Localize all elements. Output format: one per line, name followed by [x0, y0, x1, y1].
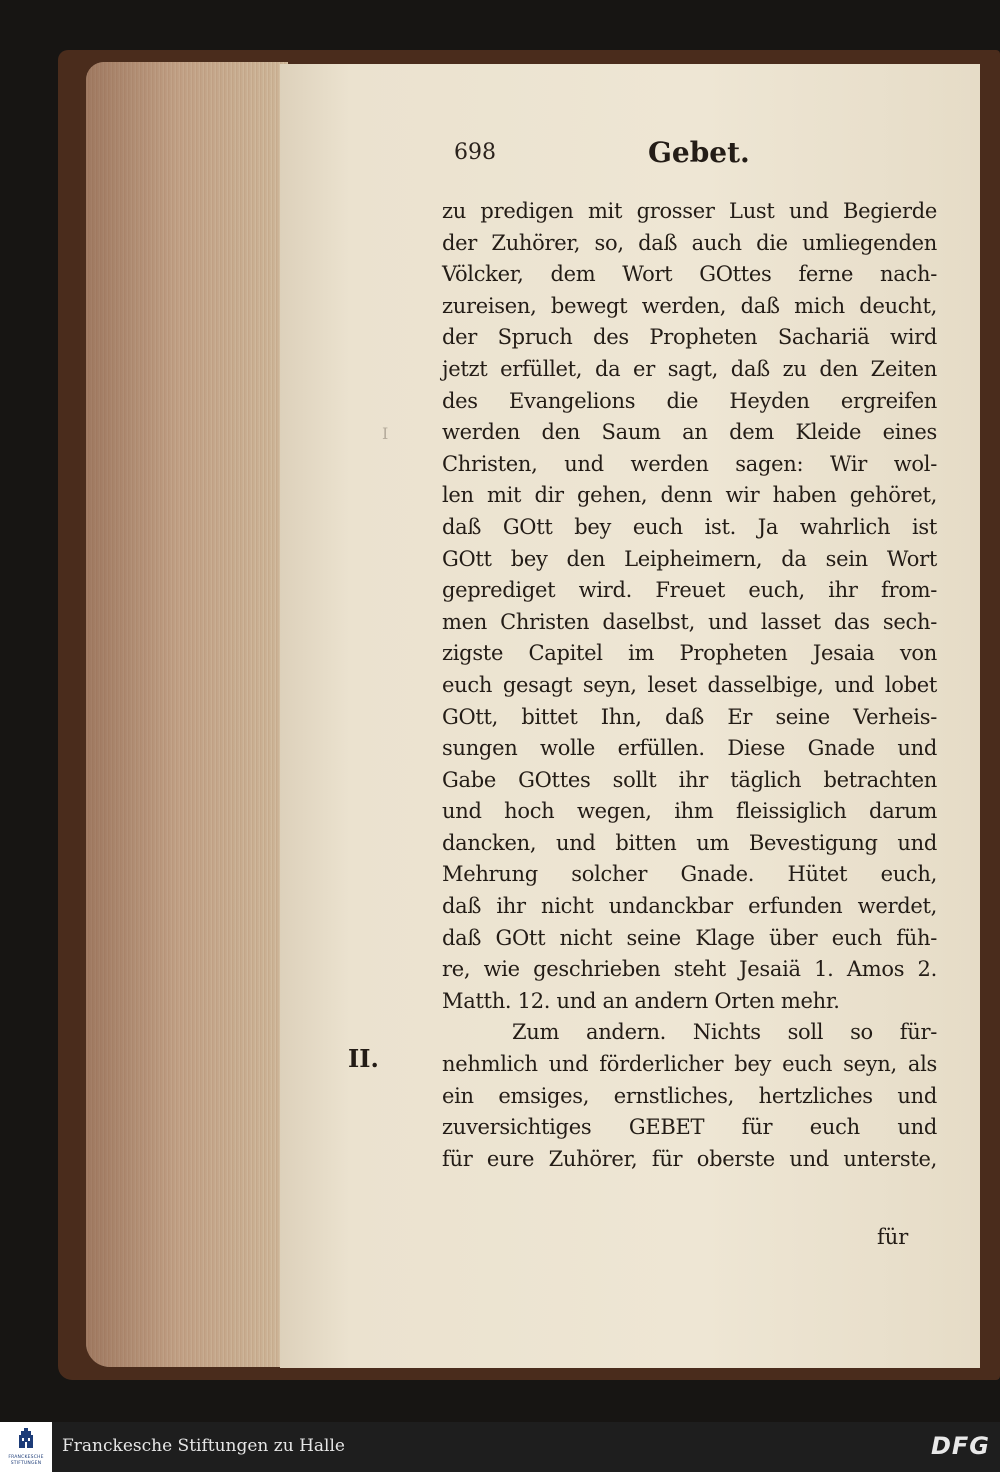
text-line: daß ihr nicht undanckbar erfunden werdet, [442, 894, 937, 919]
text-line: dancken, und bitten um Bevestigung und [442, 830, 937, 855]
logo-caption-line-2: STIFTUNGEN [10, 1461, 42, 1466]
institution-name[interactable]: Franckesche Stiftungen zu Halle [62, 1436, 345, 1456]
text-line-paragraph-start: Zum andern. Nichts soll so für- [512, 1020, 937, 1045]
text-line: der Spruch des Propheten Sachariä wird [442, 325, 937, 350]
faint-margin-mark: I [382, 424, 389, 443]
text-line: Völcker, dem Wort GOttes ferne nach- [442, 262, 937, 287]
page-edges-shading [86, 62, 288, 1367]
text-line: sungen wolle erfüllen. Diese Gnade und [442, 736, 937, 761]
dfg-logo[interactable]: DFG [930, 1432, 990, 1460]
text-line: zu predigen mit grosser Lust und Begierde [442, 199, 937, 223]
text-line: zuversichtiges GEBET für euch und [442, 1115, 937, 1140]
institution-logo[interactable] [0, 1422, 52, 1472]
text-line: nehmlich und förderlicher bey euch seyn, als [442, 1052, 937, 1077]
text-line: Christen, und werden sagen: Wir wol- [442, 451, 937, 476]
text-line: GOtt bey den Leipheimern, da sein Wort [442, 546, 937, 571]
text-line: Mehrung solcher Gnade. Hütet euch, [442, 862, 937, 887]
text-line: euch gesagt seyn, leset dasselbige, und lobet [442, 672, 937, 697]
text-line: zigste Capitel im Propheten Jesaia von [442, 641, 937, 666]
text-line: len mit dir gehen, denn wir haben gehöret, [442, 483, 937, 508]
section-marginal-number: II. [348, 1044, 379, 1073]
text-line: werden den Saum an dem Kleide eines [442, 420, 937, 445]
catchword: für [877, 1225, 909, 1249]
text-line: der Zuhörer, so, daß auch die umliegenden [442, 230, 937, 255]
text-line: daß GOtt bey euch ist. Ja wahrlich ist [442, 514, 937, 539]
text-line: und hoch wegen, ihm fleissiglich darum [442, 799, 937, 824]
text-line: zureisen, bewegt werden, daß mich deucht, [442, 293, 937, 318]
text-line: geprediget wird. Freuet euch, ihr from- [442, 578, 937, 603]
running-head: Gebet. [648, 136, 750, 169]
text-line: des Evangelions die Heyden ergreifen [442, 388, 937, 413]
text-line: Gabe GOttes sollt ihr täglich betrachten [442, 767, 937, 792]
text-line: ein emsiges, ernstliches, hertzliches und [442, 1083, 937, 1108]
text-line: jetzt erfüllet, da er sagt, daß zu den Zeiten [442, 356, 937, 381]
viewer-footer [0, 1422, 1000, 1472]
text-line: daß GOtt nicht seine Klage über euch füh- [442, 925, 937, 950]
page-number: 698 [454, 140, 496, 165]
logo-caption-line-1: FRANCKESCHE [8, 1455, 44, 1460]
text-line: re, wie geschrieben steht Jesaiä 1. Amos 2. [442, 957, 937, 982]
text-line: für eure Zuhörer, für oberste und unterste, [442, 1146, 937, 1171]
text-line: men Christen daselbst, und lasset das sech- [442, 609, 937, 634]
building-icon [18, 1428, 34, 1450]
logo-caption [0, 1455, 52, 1467]
body-text [442, 196, 937, 1175]
text-line-paragraph-end: Matth. 12. und an andern Orten mehr. [442, 988, 840, 1013]
text-line: GOtt, bittet Ihn, daß Er seine Verheis- [442, 704, 937, 729]
